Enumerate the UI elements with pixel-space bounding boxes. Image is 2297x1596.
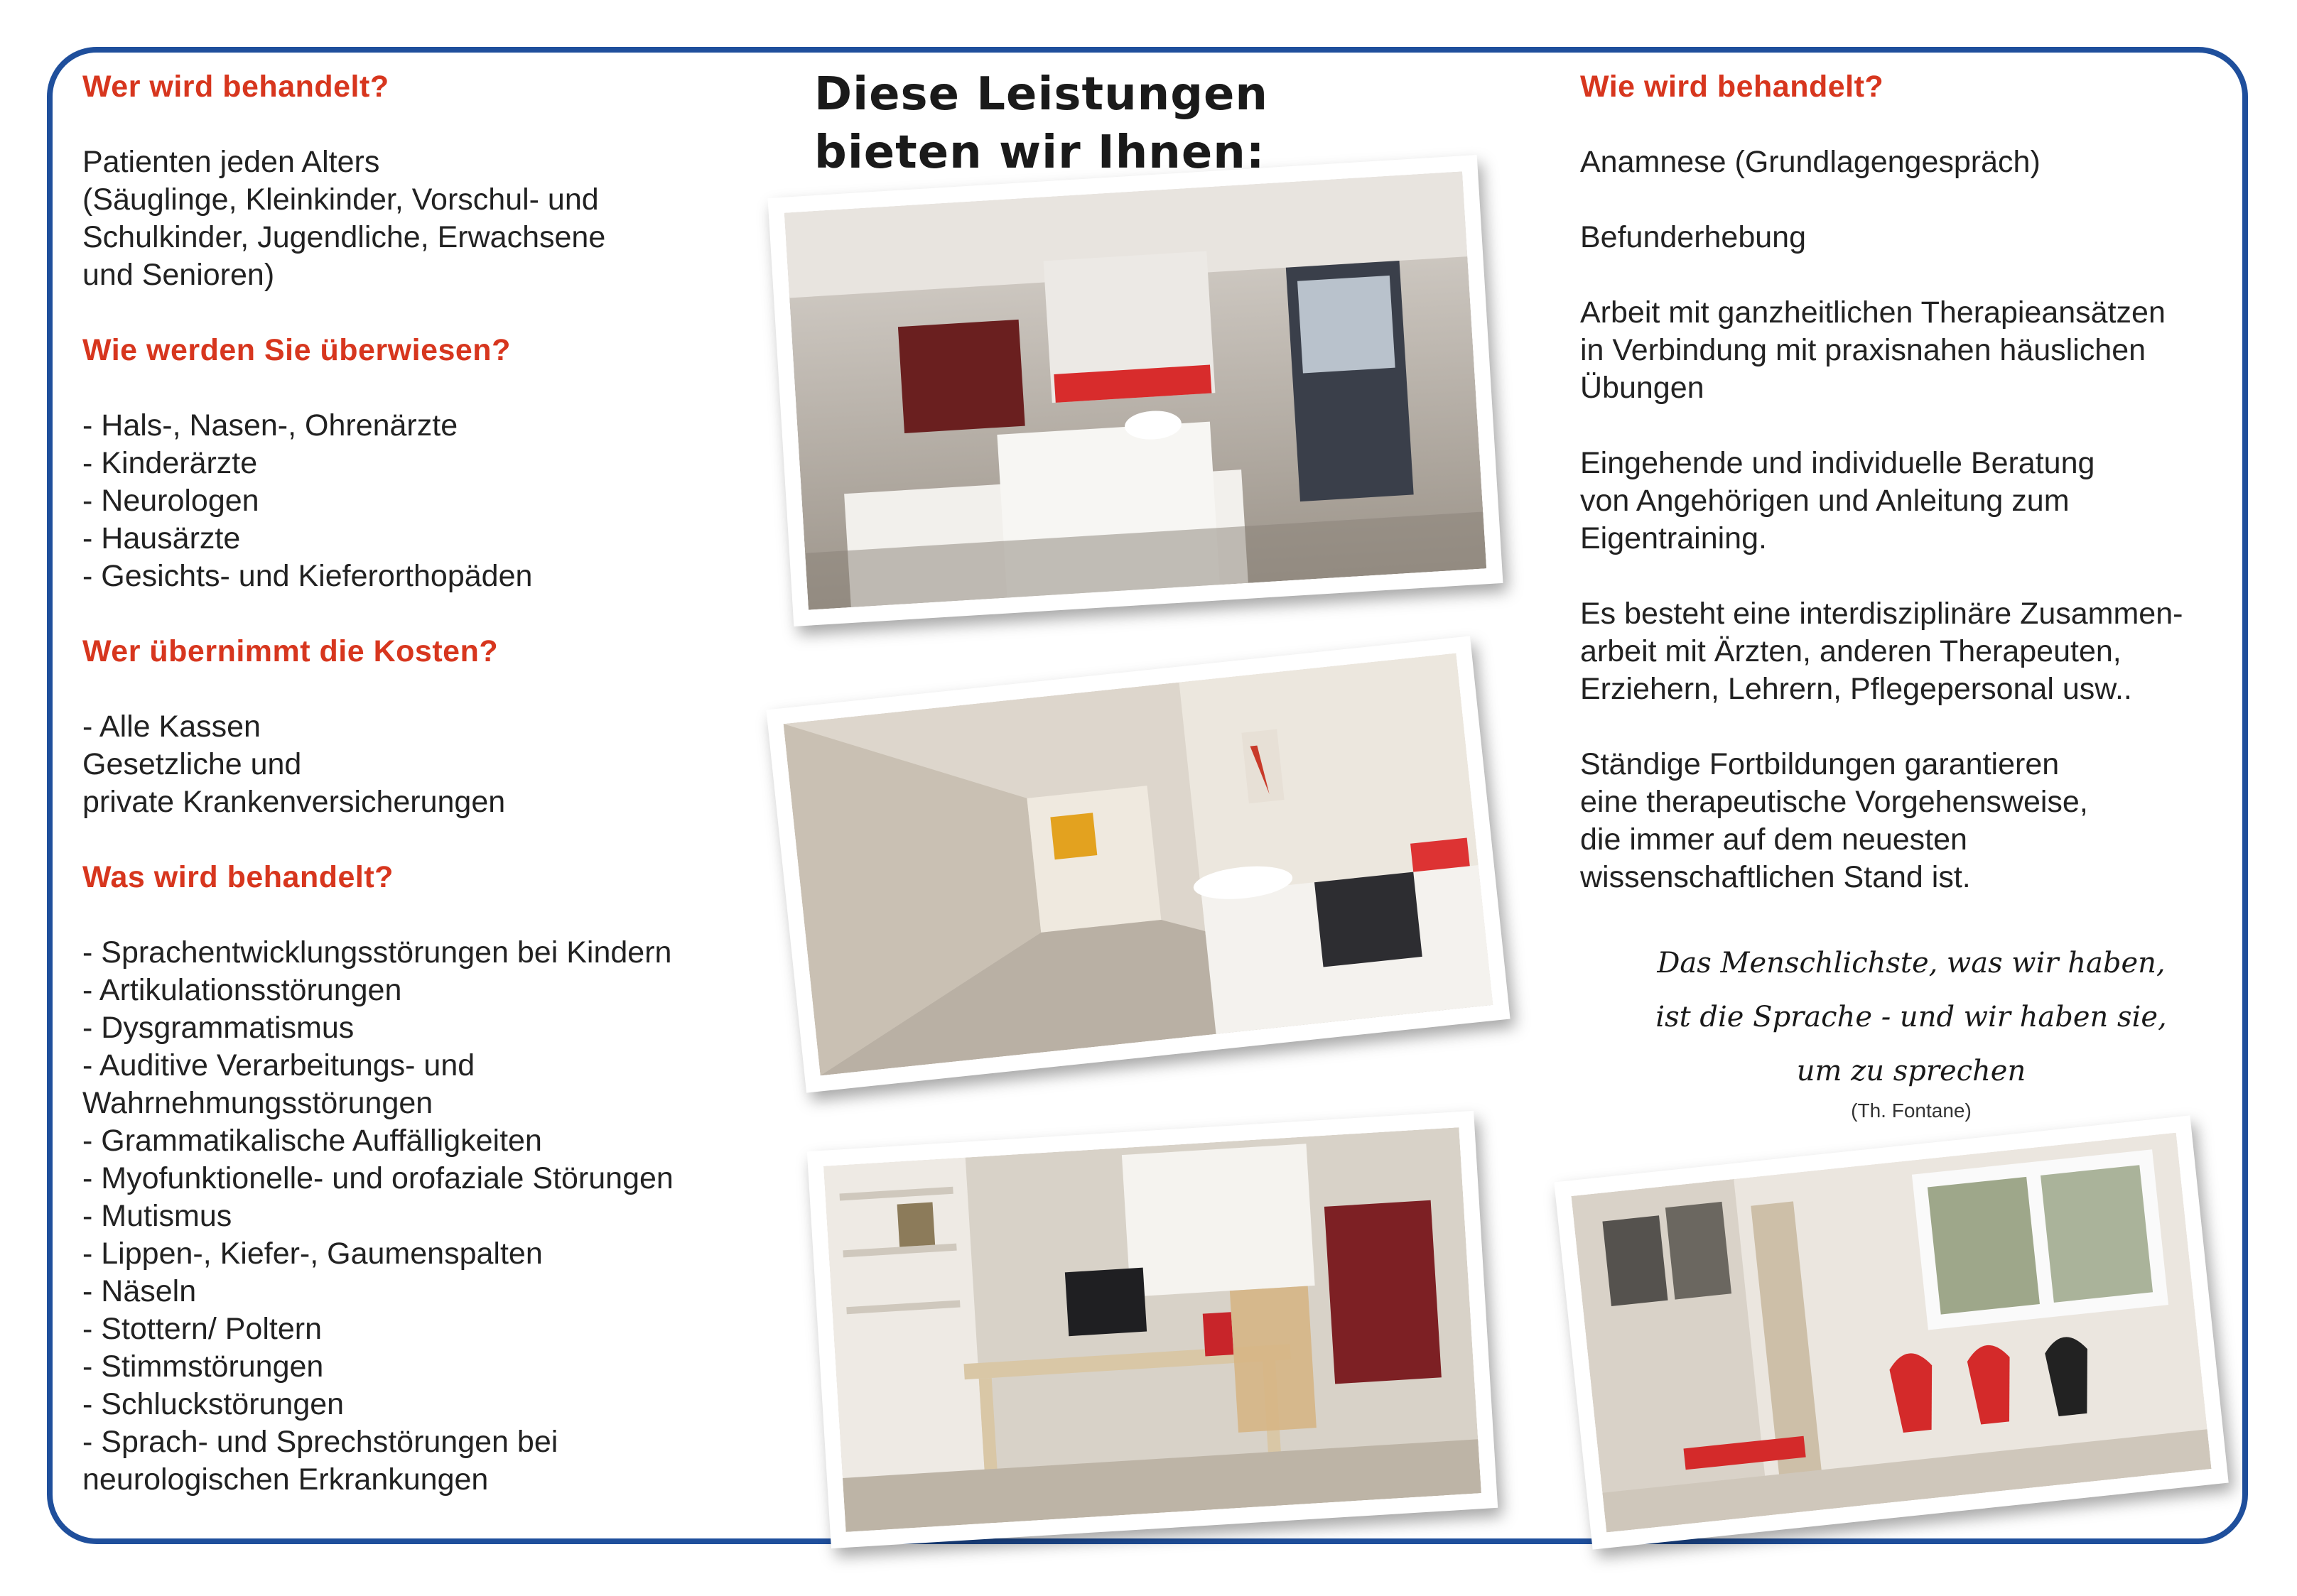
list-item: - Sprachentwicklungsstörungen bei Kindern xyxy=(82,935,672,970)
paragraph: Ständige Fortbildungen garantieren eine therapeutische Vorgehensweise, die immer auf dem neuesten wissenschaftlichen Stand ist. xyxy=(1580,747,2088,894)
list-item: - Stottern/ Poltern xyxy=(82,1312,322,1346)
list-item: - Hausärzte xyxy=(82,521,241,555)
section-heading: Was wird behandelt? xyxy=(82,860,394,894)
section-who xyxy=(82,68,779,294)
list-item: - Lippen-, Kiefer-, Gaumenspalten xyxy=(82,1237,543,1271)
photo-waiting-room xyxy=(1554,1115,2228,1549)
section-costs xyxy=(82,633,779,821)
list-item: - Stimmstörungen xyxy=(82,1350,324,1384)
list-item: - Näseln xyxy=(82,1274,197,1308)
section-heading: Wie werden Sie überwiesen? xyxy=(82,333,511,367)
photo-waiting-room-image xyxy=(1571,1133,2211,1533)
list-item: - Schluckstörungen xyxy=(82,1387,345,1421)
right-column xyxy=(1580,68,2248,896)
photo-hallway xyxy=(766,636,1510,1092)
section-heading: Wer übernimmt die Kosten? xyxy=(82,634,499,668)
list-item: - Auditive Verarbeitungs- und Wahrnehmungsstörungen xyxy=(82,1048,475,1120)
photo-reception-image xyxy=(784,171,1486,609)
paragraph: Eingehende und individuelle Beratung von Angehörigen und Anleitung zum Eigentraining. xyxy=(1580,446,2095,555)
section-referral xyxy=(82,332,779,595)
list-item: - Artikulationsstörungen xyxy=(82,973,402,1007)
section-text: Patienten jeden Alters (Säuglinge, Kleinkinder, Vorschul- und Schulkinder, Jugendliche, Erwachsene und Senioren) xyxy=(82,145,606,292)
list-item: - Myofunktionelle- und orofaziale Störungen xyxy=(82,1161,674,1195)
paragraph: Arbeit mit ganzheitlichen Therapieansätzen in Verbindung mit praxisnahen häuslichen Übungen xyxy=(1580,295,2166,405)
paragraph: Anamnese (Grundlagengespräch) xyxy=(1580,145,2041,179)
quote-block xyxy=(1591,936,2231,1122)
quote-text: Das Menschlichste, was wir haben, ist die Sprache - und wir haben sie, um zu sprechen xyxy=(1655,947,2167,1087)
section-heading: Wie wird behandelt? xyxy=(1580,70,1884,104)
photo-reception xyxy=(767,155,1503,626)
section-text: - Alle Kassen Gesetzliche und private Krankenversicherungen xyxy=(82,710,506,819)
list-item: - Grammatikalische Auffälligkeiten xyxy=(82,1124,542,1158)
paragraph: Befunderhebung xyxy=(1580,220,1807,254)
photo-office xyxy=(807,1111,1498,1548)
treatment-list xyxy=(82,934,779,1499)
quote-author: (Th. Fontane) xyxy=(1851,1100,1972,1122)
list-item: - Gesichts- und Kieferorthopäden xyxy=(82,559,533,593)
referral-list xyxy=(82,407,779,595)
list-item: - Sprach- und Sprechstörungen bei neurologischen Erkrankungen xyxy=(82,1425,558,1497)
photo-office-image xyxy=(823,1127,1481,1532)
list-item: - Mutismus xyxy=(82,1199,232,1233)
list-item: - Kinderärzte xyxy=(82,446,258,480)
list-item: - Dysgrammatismus xyxy=(82,1011,355,1045)
list-item: - Hals-, Nasen-, Ohrenärzte xyxy=(82,408,458,443)
paragraph: Es besteht eine interdisziplinäre Zusammen- arbeit mit Ärzten, anderen Therapeuten, Erziehern, Lehrern, Pflegepersonal usw.. xyxy=(1580,597,2183,706)
section-heading: Wer wird behandelt? xyxy=(82,70,389,104)
left-column xyxy=(82,68,779,1536)
page-title: Diese Leistungen bieten wir Ihnen: xyxy=(814,68,1268,179)
photo-hallway-image xyxy=(784,653,1493,1076)
section-what xyxy=(82,859,779,1499)
list-item: - Neurologen xyxy=(82,484,259,518)
